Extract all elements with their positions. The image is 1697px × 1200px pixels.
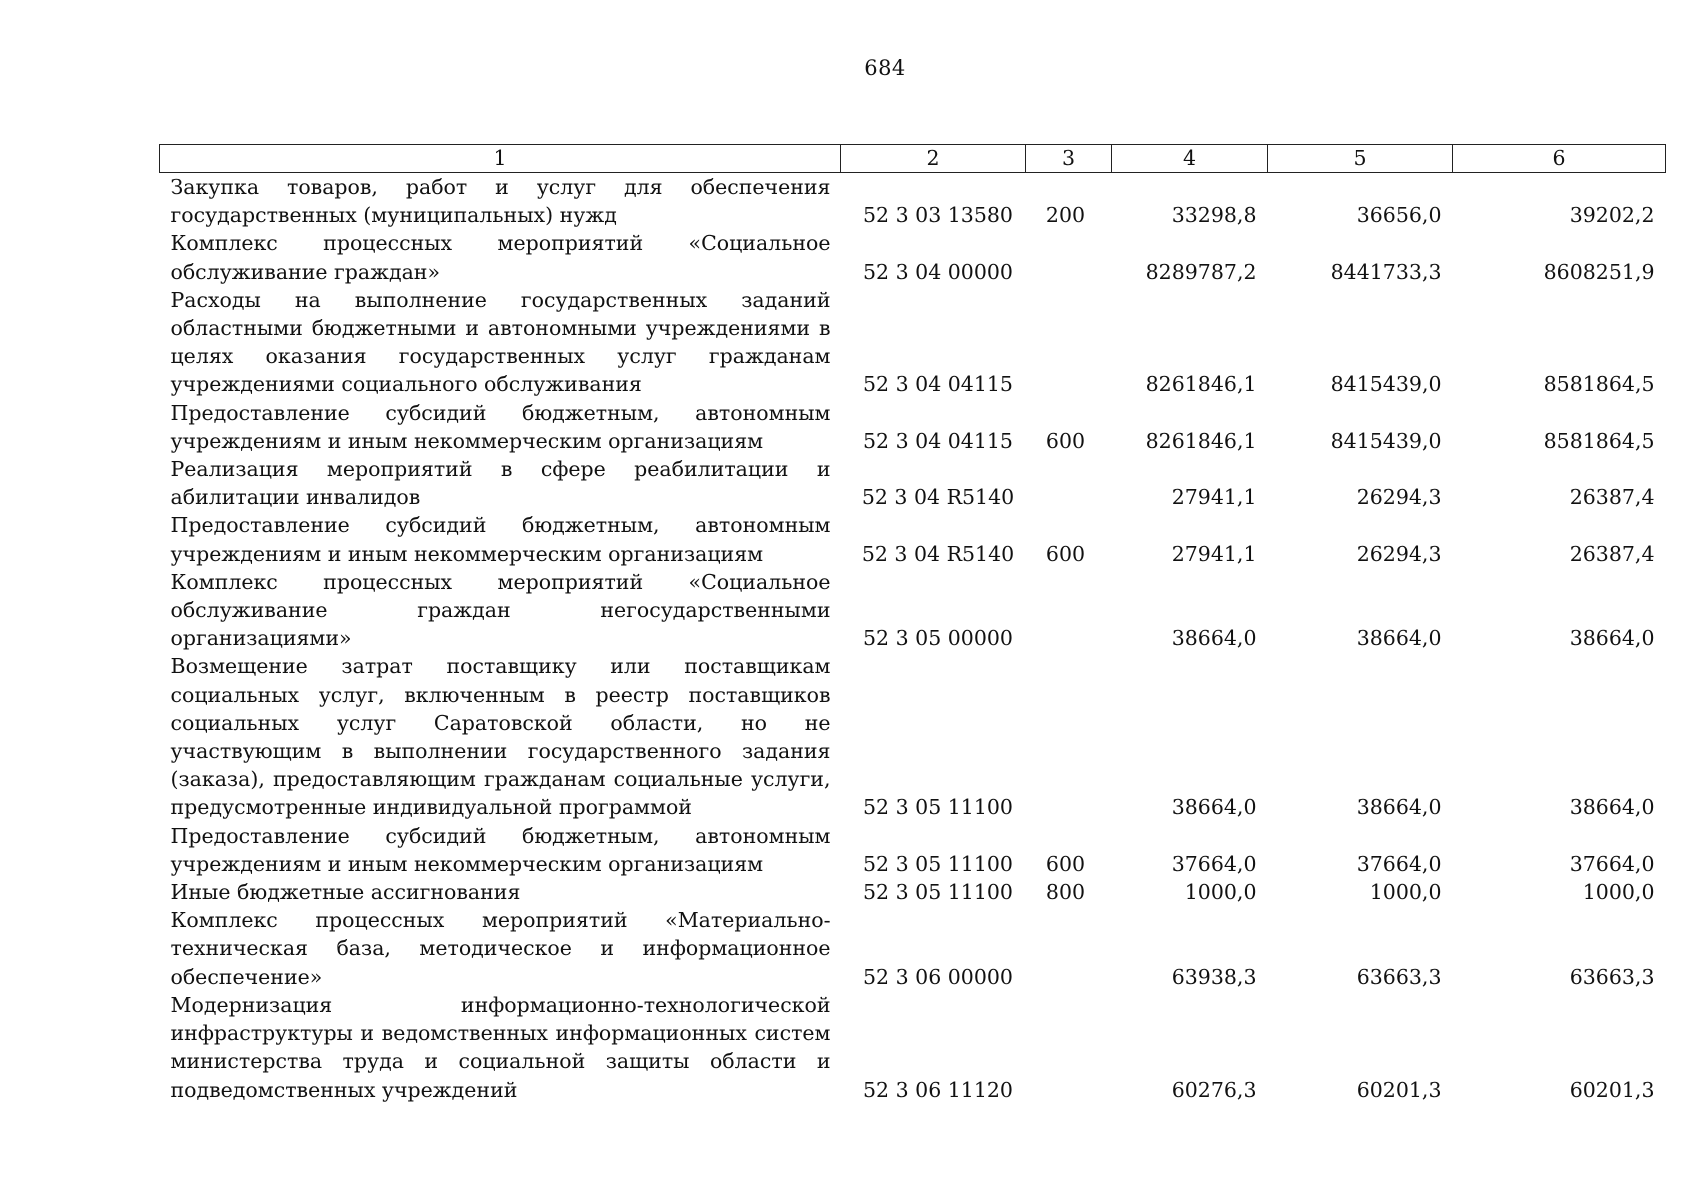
column-header-3: 3 [1026, 145, 1112, 173]
row-name: Предоставление субсидий бюджетным, автономным учреждениям и иным некоммерческим организациям [170, 513, 831, 566]
table-row [160, 173, 1666, 230]
row-name: Комплекс процессных мероприятий «Материально-техническая база, методическое и информационное обеспечение» [170, 908, 831, 989]
row-value-6: 26387,4 [1569, 541, 1655, 566]
row-value-5: 26294,3 [1356, 541, 1442, 566]
row-code: 52 3 03 13580 [863, 203, 1013, 228]
row-value-6: 1000,0 [1582, 880, 1655, 905]
row-value-4: 27941,1 [1171, 541, 1257, 566]
row-value-6: 60201,3 [1569, 1077, 1655, 1102]
row-code: 52 3 05 11100 [863, 795, 1013, 820]
row-expense-type [1026, 652, 1112, 821]
table-row [160, 878, 1666, 906]
table-row [160, 906, 1666, 991]
row-value-4: 60276,3 [1171, 1077, 1257, 1102]
row-value-5: 8441733,3 [1330, 259, 1442, 284]
row-name: Комплекс процессных мероприятий «Социальное обслуживание граждан» [170, 231, 831, 284]
row-value-6: 38664,0 [1569, 795, 1655, 820]
row-value-4: 33298,8 [1171, 203, 1257, 228]
row-value-5: 1000,0 [1369, 880, 1442, 905]
row-name: Расходы на выполнение государственных заданий областными бюджетными и автономными учреждениями в целях оказания государственных услуг гражданам учреждениями социального обслуживания [170, 287, 831, 397]
row-expense-type [1026, 991, 1112, 1104]
table-row [160, 511, 1666, 567]
row-name: Возмещение затрат поставщику или поставщикам социальных услуг, включенным в реестр поставщиков социальных услуг Саратовской области, но не участвующим в выполнении государственного задания (заказа), предоставляющим гражданам социальные услуги, предусмотренные индивидуальной программой [170, 654, 831, 820]
row-value-4: 38664,0 [1171, 795, 1257, 820]
table-row [160, 455, 1666, 511]
table-row [160, 399, 1666, 455]
row-expense-type: 600 [1045, 541, 1086, 566]
row-code: 52 3 05 00000 [863, 626, 1013, 651]
row-code: 52 3 05 11100 [863, 880, 1013, 905]
row-name: Модернизация информационно-технологической инфраструктуры и ведомственных информационных систем министерства труда и социальной защиты области и подведомственных учреждений [170, 992, 831, 1102]
row-name: Предоставление субсидий бюджетным, автономным учреждениям и иным некоммерческим организациям [170, 400, 831, 453]
header-row [160, 145, 1666, 173]
column-header-4: 4 [1112, 145, 1268, 173]
row-expense-type [1026, 229, 1112, 285]
row-value-4: 8261846,1 [1145, 428, 1257, 453]
row-expense-type [1026, 906, 1112, 991]
row-expense-type: 800 [1045, 880, 1086, 905]
row-value-6: 8608251,9 [1543, 259, 1655, 284]
row-value-6: 8581864,5 [1543, 428, 1655, 453]
row-code: 52 3 04 R5140 [861, 541, 1015, 566]
row-name: Предоставление субсидий бюджетным, автономным учреждениям и иным некоммерческим организациям [170, 823, 831, 876]
page-number: 684 [864, 56, 906, 80]
row-value-5: 8415439,0 [1330, 428, 1442, 453]
row-value-5: 38664,0 [1356, 795, 1442, 820]
row-value-4: 38664,0 [1171, 626, 1257, 651]
row-value-6: 8581864,5 [1543, 372, 1655, 397]
row-value-6: 39202,2 [1569, 203, 1655, 228]
row-value-4: 8261846,1 [1145, 372, 1257, 397]
row-code: 52 3 04 04115 [863, 428, 1013, 453]
row-code: 52 3 06 00000 [863, 964, 1013, 989]
budget-table [159, 144, 1666, 1104]
table-row [160, 991, 1666, 1104]
row-expense-type [1026, 286, 1112, 399]
column-header-2: 2 [841, 145, 1026, 173]
row-code: 52 3 04 R5140 [861, 485, 1015, 510]
row-code: 52 3 06 11120 [863, 1077, 1013, 1102]
row-name: Комплекс процессных мероприятий «Социальное обслуживание граждан негосударственными организациями» [170, 569, 831, 651]
row-code: 52 3 05 11100 [863, 851, 1013, 876]
table-row [160, 568, 1666, 653]
row-name: Закупка товаров, работ и услуг для обеспечения государственных (муниципальных) нужд [170, 175, 831, 228]
row-value-4: 63938,3 [1171, 964, 1257, 989]
row-value-5: 60201,3 [1356, 1077, 1442, 1102]
table-row [160, 286, 1666, 399]
row-code: 52 3 04 04115 [863, 372, 1013, 397]
table-row [160, 822, 1666, 878]
row-expense-type: 600 [1045, 851, 1086, 876]
row-expense-type [1026, 568, 1112, 653]
row-expense-type: 600 [1045, 428, 1086, 453]
table-row [160, 652, 1666, 821]
row-value-5: 38664,0 [1356, 626, 1442, 651]
row-value-4: 37664,0 [1171, 851, 1257, 876]
row-expense-type: 200 [1045, 203, 1086, 228]
row-name: Реализация мероприятий в сфере реабилитации и абилитации инвалидов [170, 457, 831, 510]
row-value-6: 26387,4 [1569, 485, 1655, 510]
row-value-6: 37664,0 [1569, 851, 1655, 876]
row-value-6: 38664,0 [1569, 626, 1655, 651]
row-name: Иные бюджетные ассигнования [170, 880, 521, 905]
row-value-5: 8415439,0 [1330, 372, 1442, 397]
row-value-5: 26294,3 [1356, 485, 1442, 510]
row-value-4: 8289787,2 [1145, 259, 1257, 284]
row-code: 52 3 04 00000 [863, 259, 1013, 284]
row-expense-type [1026, 455, 1112, 511]
column-header-5: 5 [1268, 145, 1453, 173]
row-value-5: 36656,0 [1356, 203, 1442, 228]
table-row [160, 229, 1666, 285]
column-header-6: 6 [1453, 145, 1666, 173]
row-value-6: 63663,3 [1569, 964, 1655, 989]
column-header-1: 1 [160, 145, 841, 173]
row-value-5: 63663,3 [1356, 964, 1442, 989]
row-value-4: 1000,0 [1184, 880, 1257, 905]
row-value-4: 27941,1 [1171, 485, 1257, 510]
row-value-5: 37664,0 [1356, 851, 1442, 876]
